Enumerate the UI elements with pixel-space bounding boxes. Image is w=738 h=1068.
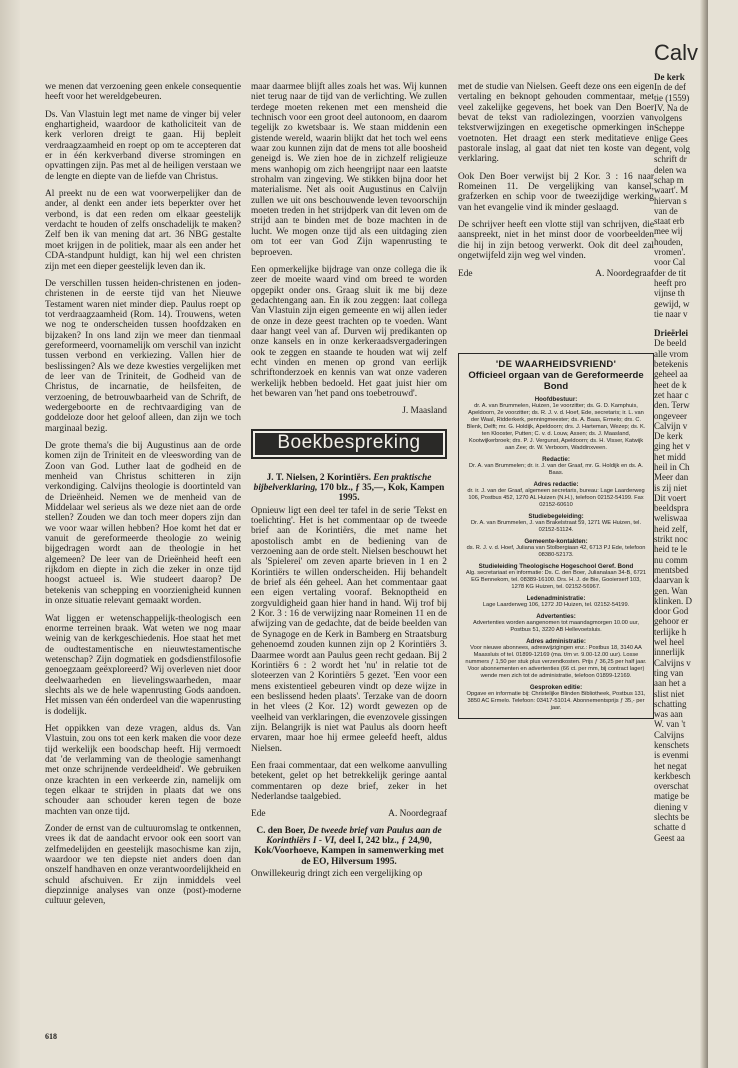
right-page-line: tie naar v <box>654 308 688 319</box>
right-page-line: delen wa <box>654 164 687 175</box>
right-page-line: vromen'. <box>654 247 686 258</box>
colofon-subtitle: Officieel orgaan van de Gereformeerde Bond <box>468 369 644 392</box>
right-page-line: De kerk <box>654 72 685 82</box>
right-page-line: der de tit <box>654 267 686 278</box>
right-page-line: gewijd, w <box>654 298 690 309</box>
paragraph: Een fraai commentaar, dat een welkome aanvulling betekent, gelet op het betrekkelijk geringe aantal commentaren op deze brief, zeker in het Nederlandse taalgebied. <box>251 760 447 802</box>
right-page-line: gen. Wan <box>654 585 688 596</box>
right-page-line: heid te le <box>654 544 687 555</box>
left-page <box>18 70 701 1050</box>
right-page-line: Calvijns v <box>654 657 691 668</box>
colofon-section-body: Dr. A. van Brummelen; dr. ir. J. van der Graaf, mr. G. Holdijk en ds. A. Baas. <box>468 462 644 476</box>
column-1 <box>45 82 241 914</box>
colofon-section-body: dr. ir. J. van der Graaf, algemeen secretaris, bureau: Lage Laarderweg 106, Postbus 452, 1270 AL Huizen (N.H.), telefoon 02152-54199. Fax 02152-60610 <box>467 487 645 508</box>
colofon-section-heading: Advertenties: <box>536 612 576 620</box>
right-page-line: van de <box>654 205 678 216</box>
right-page-line: schatte d <box>654 822 686 833</box>
colofon-section-heading: Adres administratie: <box>526 637 586 645</box>
paragraph: Zonder de ernst van de cultuuromslag te ontkennen, vrees ik dat de aandacht ervoor ook een soort van zelfmedelijden en geestelijk masochisme kan zijn, waardoor we ten diepste niet anders doen dan onszelf handhaven en onze verantwoordelijkheid en schuld afschuiven. Er zijn inmiddels veel diepzinnige analyses van onze (post)-moderne cultuur geleven, <box>45 824 241 907</box>
right-page-line: ging het v <box>654 441 690 452</box>
paragraph: maar daarmee blijft alles zoals het was. Wij kunnen niet terug naar de tijd van de verlichting. We zullen terdege moeten rekenen met een mensheid die technisch voor een groot deel autonoom, en daarom tegelijk zo kwetsbaar is. We staan middenin een gistende wereld, waarin blijkt dat het toch wel eens waar zou kunnen zijn dat de mens tot alle boosheid geneigd is. We zien hoe de in zichzelf religieuze mens wanhopig om zich heengrijpt naar een laatste strohalm van zingeving. We stikken bijna door het materialisme. Net als ooit Augustinus en Calvijn zullen we uit ons beschouwende leven tevoorschijn moeten treden in het strijdperk van dit leven om de strijd aan te binden met de boze machten in de lucht. We mogen onze tijd als een uitdaging zien om tot eer van God Zijn wapenrusting te beproeven. <box>251 82 447 258</box>
paragraph: De schrijver heeft een vlotte stijl van schrijven, die aanspreekt, niet in het minst door de voorbeelden die hij in zijn betoog verwerkt. Ook dit deel zal ongetwijfeld zijn weg wel vinden. <box>458 220 654 262</box>
right-page-line: heid zelf, <box>654 523 688 534</box>
colofon-section-body: dr. A. van Brummelen, Huizen, 1e voorzitter; ds. G. D. Kamphuis, Apeldoorn, 2e voorzitter; ds. R. J. v. d. Hoef, Ede, secretaris; ir. L. van der Waal, Ridderkerk, penningmeester; ds. A. Baas, Ermelo; drs. C. Blenk, Delft; mr. G. Holdijk, Apeldoorn; drs. J. Harteman, Wezep; ds. K. ten Klooster, Putten; C. v. d. Louw, Assen; ds. J. Maasland, Kootwijkerbroek; drs. P. J. Vergunst, Apeldoorn; ds. H. Visser, Katwijk aan Zee; dr. W. Verboom, Waddinxveen. <box>466 402 646 451</box>
right-page-line: Dit voert <box>654 492 687 503</box>
right-page-title: Calv <box>654 40 699 65</box>
right-page-line: het midd <box>654 451 686 462</box>
right-page-line: overschat <box>654 781 689 792</box>
right-page-line: door God <box>654 606 689 617</box>
right-page-line: vijnse th <box>654 288 685 299</box>
right-page-line: Calvijn v <box>654 420 688 431</box>
paragraph: Al preekt nu de een wat voorwerpelijker dan de ander, al denkt een ander iets beperkter over het verbond, is dat een reden om elkaar geestelijk verdacht te houden of zelfs onschadelijk te maken? Zelf ben ik van mening dat art. 36 NBG gestalte moet krijgen in de politiek, maar als een ander het CDA-standpunt huldigt, kan hij wel een christen zijn met een dieper geestelijk leven dan ik. <box>45 189 241 272</box>
colofon-section-body: Opgave en informatie bij: Christelijke Blinden Bibliotheek, Postbus 131, 3850 AC Ermelo. Telefoon: 03417-51014. Abonnementsprijs ƒ 35,- per jaar. <box>466 690 646 711</box>
right-page-line: schatting <box>654 698 687 709</box>
column-3-signature: Ede A. Noordegraaf <box>458 268 654 279</box>
right-page-line: heet de k <box>654 379 687 390</box>
right-page-line: is evenmi <box>654 750 689 761</box>
column-2 <box>251 82 447 879</box>
paragraph: Een opmerkelijke bijdrage van onze collega die ik zeer de moeite waard vind om breed te worden opgepikt onder ons. Graag sluit ik me bij deze gedachtengang aan. En ik zou zeggen: laat collega Van Vlastuin zijn eigen gemeente en wij allen ieder de onze in deze geest trachten op te voeden. Want daar hangt veel van af. Durven wij predikanten op onze kansels en in onze kerkeraadsvergaderingen ook te zeggen en staande te houden wat wij zelf echt vinden en menen op grond van eerlijk schriftonderzoek en kennis van wat onze vaderen werkelijk hebben bedoeld. Het gaat juist hier om het bewaren van 'het pand ons toebetrouwd'. <box>251 264 447 399</box>
colofon-section-body: Voor nieuwe abonnees, adreswijzigingen enz.: Postbus 18, 3140 AA Maassluis of tel. 01899-12169 (ma. t/m vr. 9.00-12.00 uur). Losse nummers ƒ 1,50 per stuk plus verzendkosten. Prijs ƒ 36,25 per half jaar. Voor abonnementen en advertenties (66 ct. per mm, bij contract lager) wende men zich tot de administratie, telefoon 01899-12169. <box>465 644 647 679</box>
paragraph: Ook Den Boer verwijst bij 2 Kor. 3 : 16 naar Romeinen 11. De vergelijking van kansel, grafzerken en schip voor de tweezijdige werking van het evangelie vind ik minder geslaagd. <box>458 171 654 213</box>
right-page-line: kerkbesch <box>654 770 691 781</box>
book-spine <box>700 0 708 1068</box>
paragraph: Wat liggen er wetenschappelijk-theologisch een enorme terreinen braak. Wat weten we nog maar weinig van de kerkgeschiedenis. Hoe staat het met de oudtestamentische en nieuwtestamentische wetenschap? Zijn dogmatiek en godsdienstfilosofie genoegzaam geëxploreerd? Wij overleven niet door deelwaarheden en lievelingswaarheden, maar slechts als we de hele wapenrusting Gods aandoen. Het missen van één onderdeel van die wapenrusting is dodelijk. <box>45 613 241 717</box>
right-page-line: was aan <box>654 709 683 720</box>
colofon-section-body: Advertenties worden aangenomen tot maandagmorgen 10.00 uur, Postbus 51, 3220 AB Hellevoetsluis. <box>473 619 639 633</box>
right-page-line: gent, volg <box>654 144 690 155</box>
right-page-line: waart'. M <box>654 185 689 196</box>
right-page-line: De kerk <box>654 431 683 442</box>
colofon-title: 'DE WAARHEIDSVRIEND' <box>495 358 617 370</box>
right-page-line: voor Cal <box>654 257 686 268</box>
right-page-line: W. van 't <box>654 719 686 730</box>
right-page-fragment <box>644 40 700 1000</box>
paragraph: Opnieuw ligt een deel ter tafel in de serie 'Tekst en toelichting'. Het is het commentaar op de tweede brief aan de Korintiërs, die met name het apostolisch ambt en de bediening van de verzoening aan de orde stelt. Nielsen beschouwt het als 'Spielerei' om zeven aparte brieven in 1 en 2 Korintiërs te willen onderscheiden. Hij behandelt de brief als één geheel. Aan het commentaar gaat een eigen vertaling vooraf. Beknoptheid en zorgvuldigheid gaan hier hand in hand. Wij trof bij 2 Kor. 3 : 16 de verwijzing naar Romeinen 11 en de afwijzing van de gedachte, dat de beide beelden van de Synagoge en de Kerk in Bamberg en Straatsburg gehenoemd zouden kunnen zijn op 2 Korintiërs 3. Daarmee wordt aan Paulus geen recht gedaan. Bij 2 Korintiërs 6 : 2 wordt het 'nu' in relatie tot de sloteerzen van 2 Korintiërs 5 gezet. 'Een voor een mens existentieel gebeuren vindt op deze wijze in een beslissend heden plaats'. Terzake van de doorn in het vlees (2 Kor. 12) wordt gewezen op de veelheid van verklaringen, die evenzovele gissingen zijn. Belangrijk is niet wat Paulus als doorn heeft ervaren, maar hoe hij ermee geleefd heeft, aldus Nielsen. <box>251 505 447 754</box>
colofon-box <box>458 353 654 719</box>
right-page-line: ting van <box>654 667 684 678</box>
right-page-line: slist niet <box>654 688 685 699</box>
right-page-line: mentsbed <box>654 564 689 575</box>
right-page-line: daarvan k <box>654 575 690 586</box>
right-page-line: Calvijns <box>654 729 685 740</box>
right-page-line: matige be <box>654 791 690 802</box>
column-3 <box>458 82 654 719</box>
colofon-section-heading: Studiebegeleiding: <box>528 512 584 520</box>
right-page-line: terlijke h <box>654 626 687 637</box>
colofon-section-heading: Ledenadministratie: <box>526 594 586 602</box>
colofon-section-heading: Gemeente-kontakten: <box>524 537 588 545</box>
colofon-section-heading: Adres redactie: <box>533 480 579 488</box>
review-1-heading: J. T. Nielsen, 2 Korintiërs. Een praktische bijbelverklaring, 170 blz., ƒ 35,—, Kok, Kampen 1995. <box>253 472 445 504</box>
right-page-line: Geest aa <box>654 832 685 843</box>
right-page-line: Scheppe <box>654 123 685 134</box>
right-page-line: Drieërlei <box>654 328 688 339</box>
colofon-section-body: Lage Laarderweg 106, 1272 JD Huizen, tel. 02152-54199. <box>482 601 630 608</box>
review-2-heading: C. den Boer, De tweede brief van Paulus aan de Korinthiërs I - VI, deel I, 242 blz., ƒ 24,90, Kok/Voorhoeve, Kampen in samenwerking met de EO, Hilversum 1995. <box>254 825 444 867</box>
right-page-line: aan het a <box>654 678 686 689</box>
paragraph: De verschillen tussen heiden-christenen en joden-christenen in de eerste tijd van het Nieuwe Testament waren niet minder diep. Paulus roept op tot verdraagzaamheid (Rom. 14). Trouwens, weten we nog te onderscheiden tussen hoofdzaken en bijzaken? In ons land zijn we meer dan tienmaal gereformeerd, voornamelijk om verschil van inzicht tussen verbond en verkiezing. Vallen hier de beslissingen? Als we deze kwesties vergelijken met de leer van de Triniteit, de Godheid van de Christus, de incarnatie, de heilsfeiten, de verzoening, de betrouwbaarheid van de Schrift, de wedergeboorte en de rechtvaardiging van de goddeloze door het geloof alleen, dan zijn we toch marginaal bezig. <box>45 278 241 434</box>
right-page-line: wel heel <box>654 637 685 648</box>
right-page-line: houden, <box>654 236 683 247</box>
colofon-section-body: ds. R. J. v. d. Hoef, Juliana van Stolbergiaan 42, 6713 PJ Ede, telefoon 08380-52173. <box>466 544 646 558</box>
right-page-line: schap m <box>654 174 684 185</box>
right-page-line: het negat <box>654 760 687 771</box>
page-edge-left <box>0 0 20 1068</box>
right-page-line: In de def <box>654 82 686 93</box>
paragraph: De grote thema's die bij Augustinus aan de orde komen zijn de Triniteit en de vleeswording van de Zoon van God. Luther laat de godheid en de menheid van Christus schitteren in zijn verkondiging. Calvijns theologie is doortinteld van de Drieënheid. Nemen we de menheid van de Middelaar wel serieus als we deze niet aan de orde stellen? Zouden we dan toch meer dopers zijn dan we voor waar willen hebben? Hoe komt het dat er vanuit de gereformeerde theologie zo weinig bijgedragen wordt aan de theologie in het algemeen? De leer van de Drieënheid heeft een rijkdom en diepte in zich die zeker in onze tijd hoogst actueel is. Wie studeert daarop? De betekenis van schepping en voorzienigheid kunnen in onze situatie relevant gemaakt worden. <box>45 441 241 607</box>
paragraph: met de studie van Nielsen. Geeft deze ons een eigen vertaling en beknopt gehouden commentaar, met veel zakelijke gegevens, het boek van Den Boer bevat de tekst van radiolezingen, voorzien van tekstverwijzingen en exegetische opmerkingen in voetnoten. Het draagt een sterk meditatieve en pastorale inslag, al gaat dat niet ten koste van de verklaring. <box>458 82 654 165</box>
colofon-section-heading: Gesproken editie: <box>529 683 583 691</box>
right-page-line: mee wij <box>654 226 683 237</box>
paragraph: Ds. Van Vlastuin legt met name de vinger bij veler enghartigheid, waardoor de katholiciteit van de kerk verloren dreigt te gaan. Hij bepleit verdraagzaamheid en roept op om te accepteren dat er in één kerkverband diverse stromingen en opvattingen zijn. Pas met al de heiligen verstaan we de lengte en diepte van de liefde van Christus. <box>45 109 241 182</box>
right-page-line: kenschets <box>654 740 689 750</box>
colofon-section-heading: Studieleiding Theologische Hogeschool Geref. Bond <box>478 562 634 570</box>
right-page-line: gehoor er <box>654 616 689 627</box>
right-page-line: heeft pro <box>654 277 687 288</box>
right-page-line: nu comm <box>654 554 688 565</box>
colofon-section-heading: Hoofdbestuur: <box>534 395 578 403</box>
colofon-section-heading: Redactie: <box>542 455 570 463</box>
signature-maasland: J. Maasland <box>402 406 447 417</box>
right-page-line: geheel aa <box>654 369 688 380</box>
right-page-line: tie (1559) <box>654 92 690 103</box>
right-page-line: klinken. D <box>654 595 692 606</box>
right-page-line: staat erb <box>654 216 685 227</box>
right-page-line: innerlijk <box>654 647 685 658</box>
right-page-line: De beeld <box>654 338 687 349</box>
right-page-line: weliswaa <box>654 513 688 524</box>
right-page-line: beeldspra <box>654 503 689 514</box>
section-banner-boekbespreking: Boekbespreking <box>251 429 447 459</box>
right-page-line: Meer dan <box>654 472 689 483</box>
right-page-line: is zij niet <box>654 482 687 493</box>
page-number: 618 <box>45 1032 57 1041</box>
right-page-line: schrift dr <box>654 154 687 165</box>
right-page-line: hiervan s <box>654 195 687 206</box>
right-page-line: strikt noc <box>654 534 688 545</box>
right-page-line: alle vrom <box>654 348 689 359</box>
right-page-line: heil in Ch <box>654 461 690 472</box>
right-page-line: slechts be <box>654 812 690 823</box>
right-page-line: betekenis <box>654 359 688 370</box>
colofon-section-body: Alg. secretariaat en informatie: Ds. C. den Boer, Julianalaan 34-B, 6721 EG Bennekom, tel. 08389-16100. Drs. H. J. de Bie, Gooierserf 103, 1278 KG Huizen, tel. 02152-56967. <box>465 569 647 590</box>
right-page-line: zet haar c <box>654 389 689 400</box>
review-2-body-start: Onwillekeurig dringt zich een vergelijking op <box>251 869 423 880</box>
right-page-line: volgens <box>654 113 682 124</box>
paragraph: we menen dat verzoening geen enkele consequentie heeft voor het wereldgebeuren. <box>45 82 241 103</box>
colofon-section-body: Dr. A. van Brummelen, J. van Brakelstraat 59, 1271 WE Huizen, tel. 02152-51124. <box>470 519 642 533</box>
paragraph: Het oppikken van deze vragen, aldus ds. Van Vlastuin, zou ons tot een kerk maken die voor deze tijd werkelijk een boodschap heeft. Hij vermoedt dat 'de verlamming van de theologie samenhangt met onze schrijnende verdeeldheid'. We gebruiken onze krachten in een verkeerde zin, namelijk om tegen elkaar te strijden in plaats dat we ons schouder aan schouder keren tegen de boze machten van onze tijd. <box>45 723 241 817</box>
right-page-line <box>654 319 700 328</box>
right-page-line: diening v <box>654 801 688 812</box>
right-page-line: ongeveer <box>654 410 687 421</box>
review-1-signature: Ede A. Noordegraaf <box>251 809 447 820</box>
right-page-line: den. Terw <box>654 400 690 411</box>
right-page-line: IV. Na de <box>654 102 689 113</box>
right-page-line: lige Gees <box>654 133 688 144</box>
